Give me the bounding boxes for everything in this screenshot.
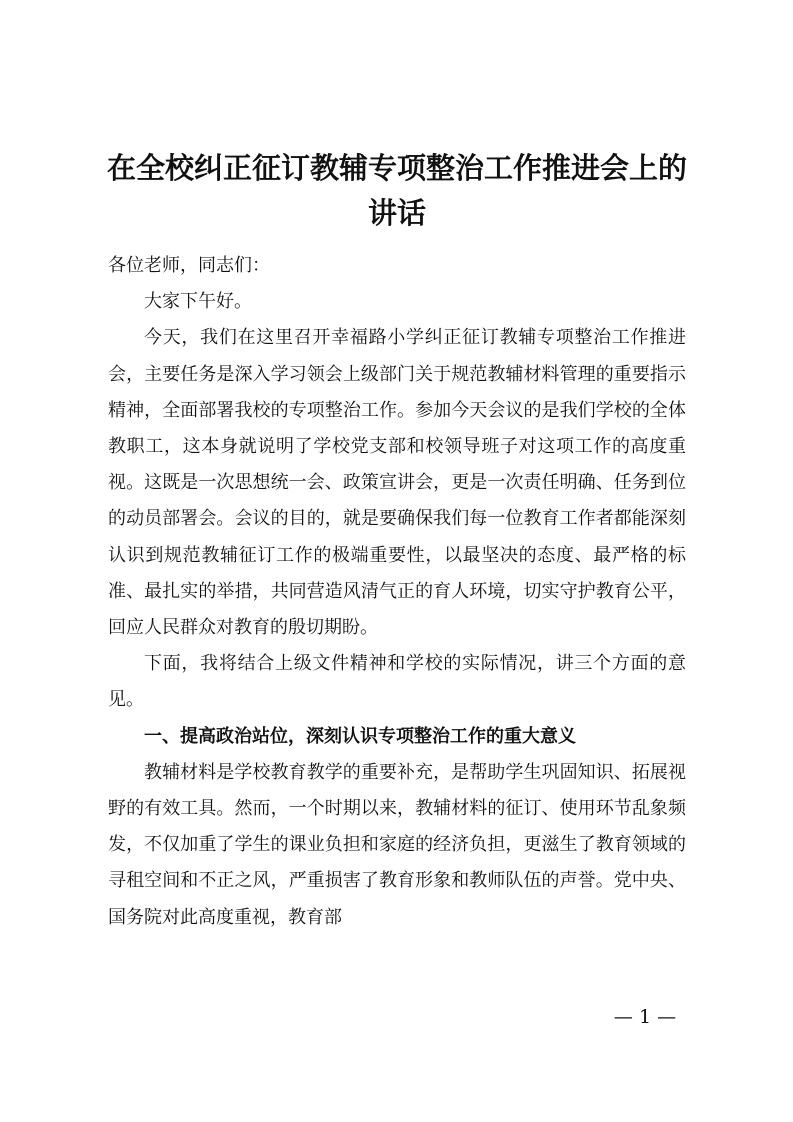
paragraph-introduction: 今天，我们在这里召开幸福路小学纠正征订教辅专项整治工作推进会，主要任务是深入学习领会上级部门关于规范教辅材料管理的重要指示精神，全面部署我校的专项整治工作。参加今天会议的是我们学校的全体教职工，这本身就说明了学校党支部和校领导班子对这项工作的高度重视。这既是一次思想统一会、政策宣讲会，更是一次责任明确、任务到位的动员部署会。会议的目的，就是要确保我们每一位教育工作者都能深刻认识到规范教辅征订工作的极端重要性，以最坚决的态度、最严格的标准、最扎实的举措，共同营造风清气正的育人环境，切实守护教育公平，回应人民群众对教育的殷切期盼。 bbox=[108, 327, 686, 639]
section-heading-1: 一、提高政治站位，深刻认识专项整治工作的重大意义 bbox=[144, 725, 576, 747]
salutation: 各位老师，同志们： bbox=[108, 255, 270, 276]
document-title: 在全校纠正征订教辅专项整治工作推进会上的讲话 bbox=[106, 151, 687, 230]
page-number: — 1 — bbox=[613, 1006, 677, 1028]
paragraph-outline: 下面，我将结合上级文件精神和学校的实际情况，讲三个方面的意见。 bbox=[108, 653, 686, 711]
document-body bbox=[108, 248, 686, 936]
paragraph-greeting: 大家下午好。 bbox=[144, 291, 252, 313]
paragraph-section-1: 教辅材料是学校教育教学的重要补充，是帮助学生巩固知识、拓展视野的有效工具。然而，一个时期以来，教辅材料的征订、使用环节乱象频发，不仅加重了学生的课业负担和家庭的经济负担，更滋生了教育领域的寻租空间和不正之风，严重损害了教育形象和教师队伍的声誉。党中央、国务院对此高度重视，教育部 bbox=[108, 761, 686, 928]
